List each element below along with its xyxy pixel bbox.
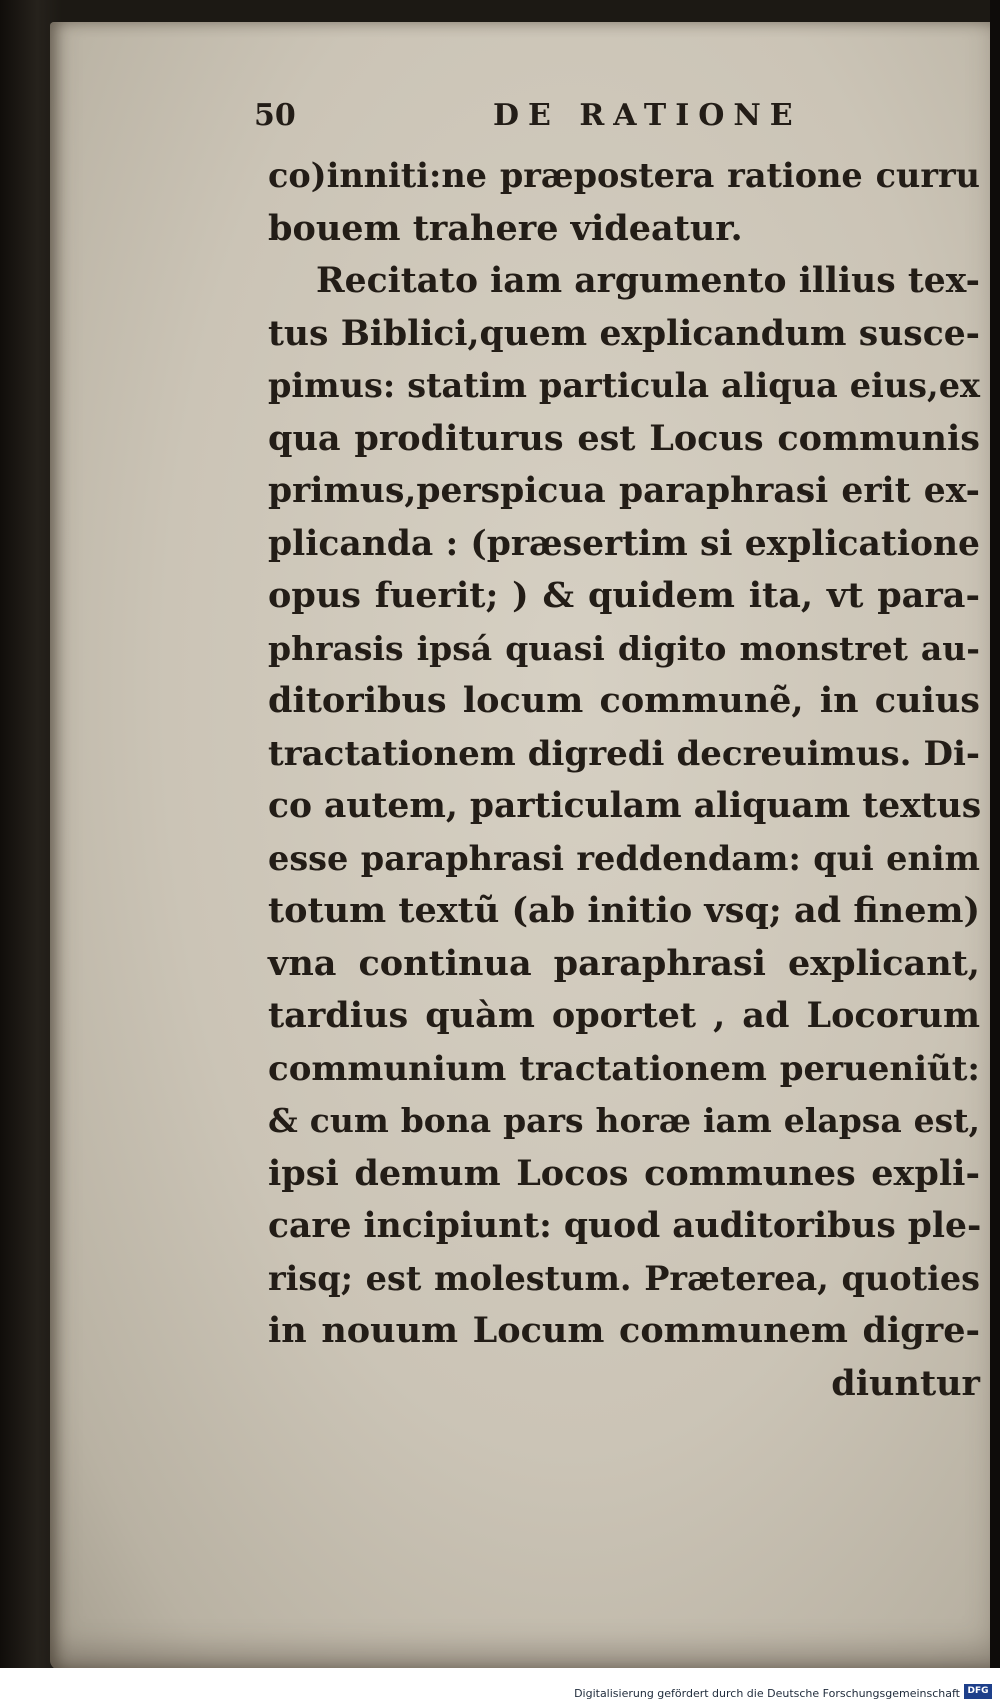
text-line: tus Biblici,quem explicandum susce- [268,313,980,354]
text-line: bouem trahere videatur. [268,207,743,249]
text-line: tardius quàm oportet , ad Locorum [268,995,980,1036]
text-line: communium tractationem perueniũt: [268,1048,980,1089]
text-line: pimus: statim particula aliqua eius,ex [268,366,980,405]
text-line: tractationem digredi decreuimus. Di- [268,733,980,774]
running-head [254,92,980,150]
text-line: vna continua paraphrasi explicant, [268,942,980,984]
text-line: co autem, particulam aliquam textus [268,786,982,826]
page-number: 50 [254,98,296,133]
text-block [254,92,982,1410]
catchword: diuntur [831,1362,980,1404]
running-title: DE RATIONE [493,98,802,133]
text-line: care incipiunt: quod auditoribus ple- [268,1206,982,1246]
text-line: risq; est molestum. Præterea, quoties [268,1258,980,1298]
text-line: esse paraphrasi reddendam: qui enim [268,838,980,878]
text-line: ditoribus locum communẽ, in cuius [268,680,980,721]
text-line: qua proditurus est Locus communis [268,417,980,459]
text-line: plicanda : (præsertim si explicatione [268,523,980,564]
text-line: Recitato iam argumento illius tex- [316,261,980,301]
dfg-logo: DFG [964,1684,992,1699]
text-line: phrasis ipsá quasi digito monstret au- [268,628,980,668]
text-line: primus,perspicua paraphrasi erit ex- [268,471,980,511]
text-line: in nouum Locum communem digre- [268,1310,980,1351]
page-edge [990,0,1000,1707]
text-line: ipsi demum Locos communes expli- [268,1152,980,1194]
text-line: & cum bona pars horæ iam elapsa est, [268,1101,980,1140]
text-line: totum textũ (ab initio vsq; ad finem) [268,890,981,931]
text-line: co)inniti:ne præpostera ratione curru [268,156,980,195]
text-line: opus fuerit; ) & quidem ita, vt para- [268,575,980,616]
digitization-credit: Digitalisierung gefördert durch die Deutsche Forschungsgemeinschaft [574,1687,960,1700]
